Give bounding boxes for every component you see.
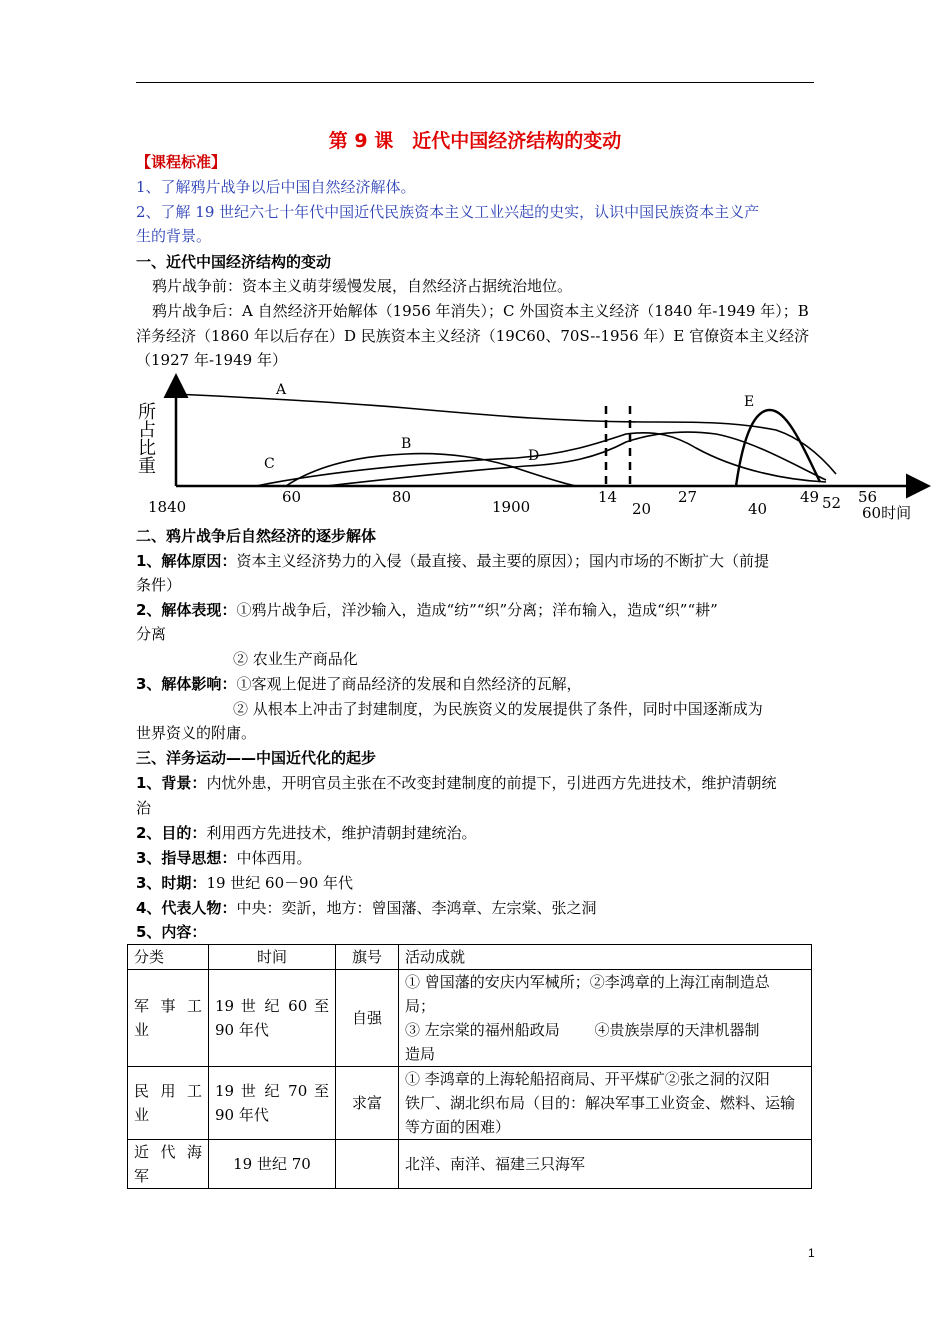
x-tick-60-time: 60时间 [862,504,912,522]
s3-idea-text: 中体西用。 [236,849,312,867]
row-3-category: 近 代 海 军 [128,1140,209,1189]
y-label-char-4: 重 [138,456,156,477]
s2-item-1-label: 1、解体原因： [136,552,237,570]
table-row [128,970,812,1067]
row-2-time: 19 世 纪 70 至 90 年代 [209,1067,336,1140]
header-flag: 旗号 [336,945,399,970]
standard-heading: 【课程标准】 [136,153,227,171]
s2-item-3-b: ② 从根本上冲击了封建制度，为民族资义的发展提供了条件，同时中国逐渐成为 [233,700,763,718]
s2-item-1-text: 资本主义经济势力的入侵（最直接、最主要的原因）；国内市场的不断扩大（前提 [236,552,769,570]
s1-paragraph-1: 鸦片战争前：资本主义萌芽缓慢发展，自然经济占据统治地位。 [152,277,573,295]
s3-background-cont: 治 [136,799,152,817]
y-axis-label [138,402,156,477]
curve-label-c: C [264,456,275,472]
table-row [128,1140,812,1189]
s3-period-label: 3、时期： [136,874,207,892]
section-2-heading: 二、鸦片战争后自然经济的逐步解体 [136,527,377,545]
row-1-time: 19 世 纪 60 至 90 年代 [209,970,336,1067]
x-tick-80: 80 [392,488,412,506]
x-tick-49: 49 [800,488,820,506]
s3-people-label: 4、代表人物： [136,899,237,917]
s3-period-text: 19 世纪 60－90 年代 [206,874,354,892]
y-label-char-3: 比 [138,438,156,459]
y-label-char-1: 所 [138,402,156,423]
header-rule [136,82,814,83]
s3-period [136,871,353,895]
s3-idea [136,846,311,870]
section-3-heading: 三、洋务运动——中国近代化的起步 [136,749,377,767]
s3-background-text: 内忧外患，开明官员主张在不改变封建制度的前提下，引进西方先进技术，维护清朝统 [206,774,777,792]
s3-people [136,896,596,920]
row-3-achievement: 北洋、南洋、福建三只海军 [399,1140,812,1189]
table-header-row [128,945,812,970]
row-2-flag: 求富 [336,1067,399,1140]
s1-paragraph-2-line-2: 洋务经济（1860 年以后存在）D 民族资本主义经济（19C60、70S--1956 年）E 官僚资本主义经济 [136,327,810,345]
row-1-flag: 自强 [336,970,399,1067]
s2-item-3-a: ①客观上促进了商品经济的发展和自然经济的瓦解， [236,675,582,693]
x-tick-60: 60 [282,488,302,506]
s2-item-2-text: ①鸦片战争后，洋沙输入，造成“纺”“织”分离；洋布输入，造成“织”“耕” [236,601,718,619]
standard-item-1: 1、了解鸦片战争以后中国自然经济解体。 [136,178,416,196]
row-2-category: 民 用 工 业 [128,1067,209,1140]
y-label-char-2: 占 [138,420,156,441]
x-tick-27: 27 [678,488,698,506]
economy-structure-diagram [136,370,950,522]
s3-content-label: 5、内容： [136,923,207,941]
curve-e [736,410,820,486]
row-1-achievement: ① 曾国藩的安庆内军械所；②李鸿章的上海江南制造总 局； ③ 左宗棠的福州船政局 ④贵族崇厚的天津机器制 造局 [399,970,812,1067]
s2-item-2-b: ② 农业生产商品化 [233,650,358,668]
row-1-category: 军 事 工 业 [128,970,209,1067]
curve-a [176,394,836,474]
s3-idea-label: 3、指导思想： [136,849,237,867]
s3-aim-label: 2、目的： [136,824,207,842]
row-3-flag [336,1140,399,1189]
page-number: 1 [808,1246,815,1260]
s2-item-3-c: 世界资义的附庸。 [136,724,257,742]
x-tick-20: 20 [632,500,652,518]
s3-background [136,771,776,795]
s1-paragraph-2-line-1: 鸦片战争后：A 自然经济开始解体（1956 年消失）；C 外国资本主义经济（1840 年-1949 年）；B [152,302,809,320]
curve-label-e: E [744,394,755,410]
standard-item-2: 2、了解 19 世纪六七十年代中国近代民族资本主义工业兴起的史实，认识中国民族资本主义产 [136,203,760,221]
s3-people-text: 中央：奕訢，地方：曾国藩、李鸿章、左宗棠、张之洞 [236,899,597,917]
s2-item-2-label: 2、解体表现： [136,601,237,619]
standard-item-2-cont: 生的背景。 [136,227,212,245]
curve-label-d: D [528,448,540,464]
s2-item-1-cont: 条件） [136,576,182,594]
x-tick-1840: 1840 [148,498,187,516]
s2-item-3-label: 3、解体影响： [136,675,237,693]
s3-background-label: 1、背景： [136,774,207,792]
s2-item-2-cont: 分离 [136,625,167,643]
s3-aim-text: 利用西方先进技术，维护清朝封建统治。 [206,824,477,842]
s2-item-1 [136,549,769,573]
s2-item-2 [136,598,718,622]
westernization-table [127,944,812,1189]
x-tick-40: 40 [748,500,768,518]
row-3-time: 19 世纪 70 [209,1140,336,1189]
x-tick-52: 52 [822,494,842,512]
x-tick-14: 14 [598,488,618,506]
header-achievement: 活动成就 [399,945,812,970]
header-time: 时间 [209,945,336,970]
s1-paragraph-2-line-3: （1927 年-1949 年） [136,351,287,369]
curve-label-a: A [276,382,287,398]
s2-item-3 [136,672,581,696]
curve-label-b: B [401,436,412,452]
row-2-achievement: ① 李鸿章的上海轮船招商局、开平煤矿②张之洞的汉阳 铁厂、湖北织布局（目的：解决军事工业资金、燃料、运输 等方面的困难） [399,1067,812,1140]
x-tick-1900: 1900 [492,498,531,516]
x-tick-56: 56 [858,488,878,506]
section-1-heading: 一、近代中国经济结构的变动 [136,253,332,271]
s3-aim [136,821,476,845]
header-category: 分类 [128,945,209,970]
page-title: 第 9 课 近代中国经济结构的变动 [328,130,622,152]
table-row [128,1067,812,1140]
